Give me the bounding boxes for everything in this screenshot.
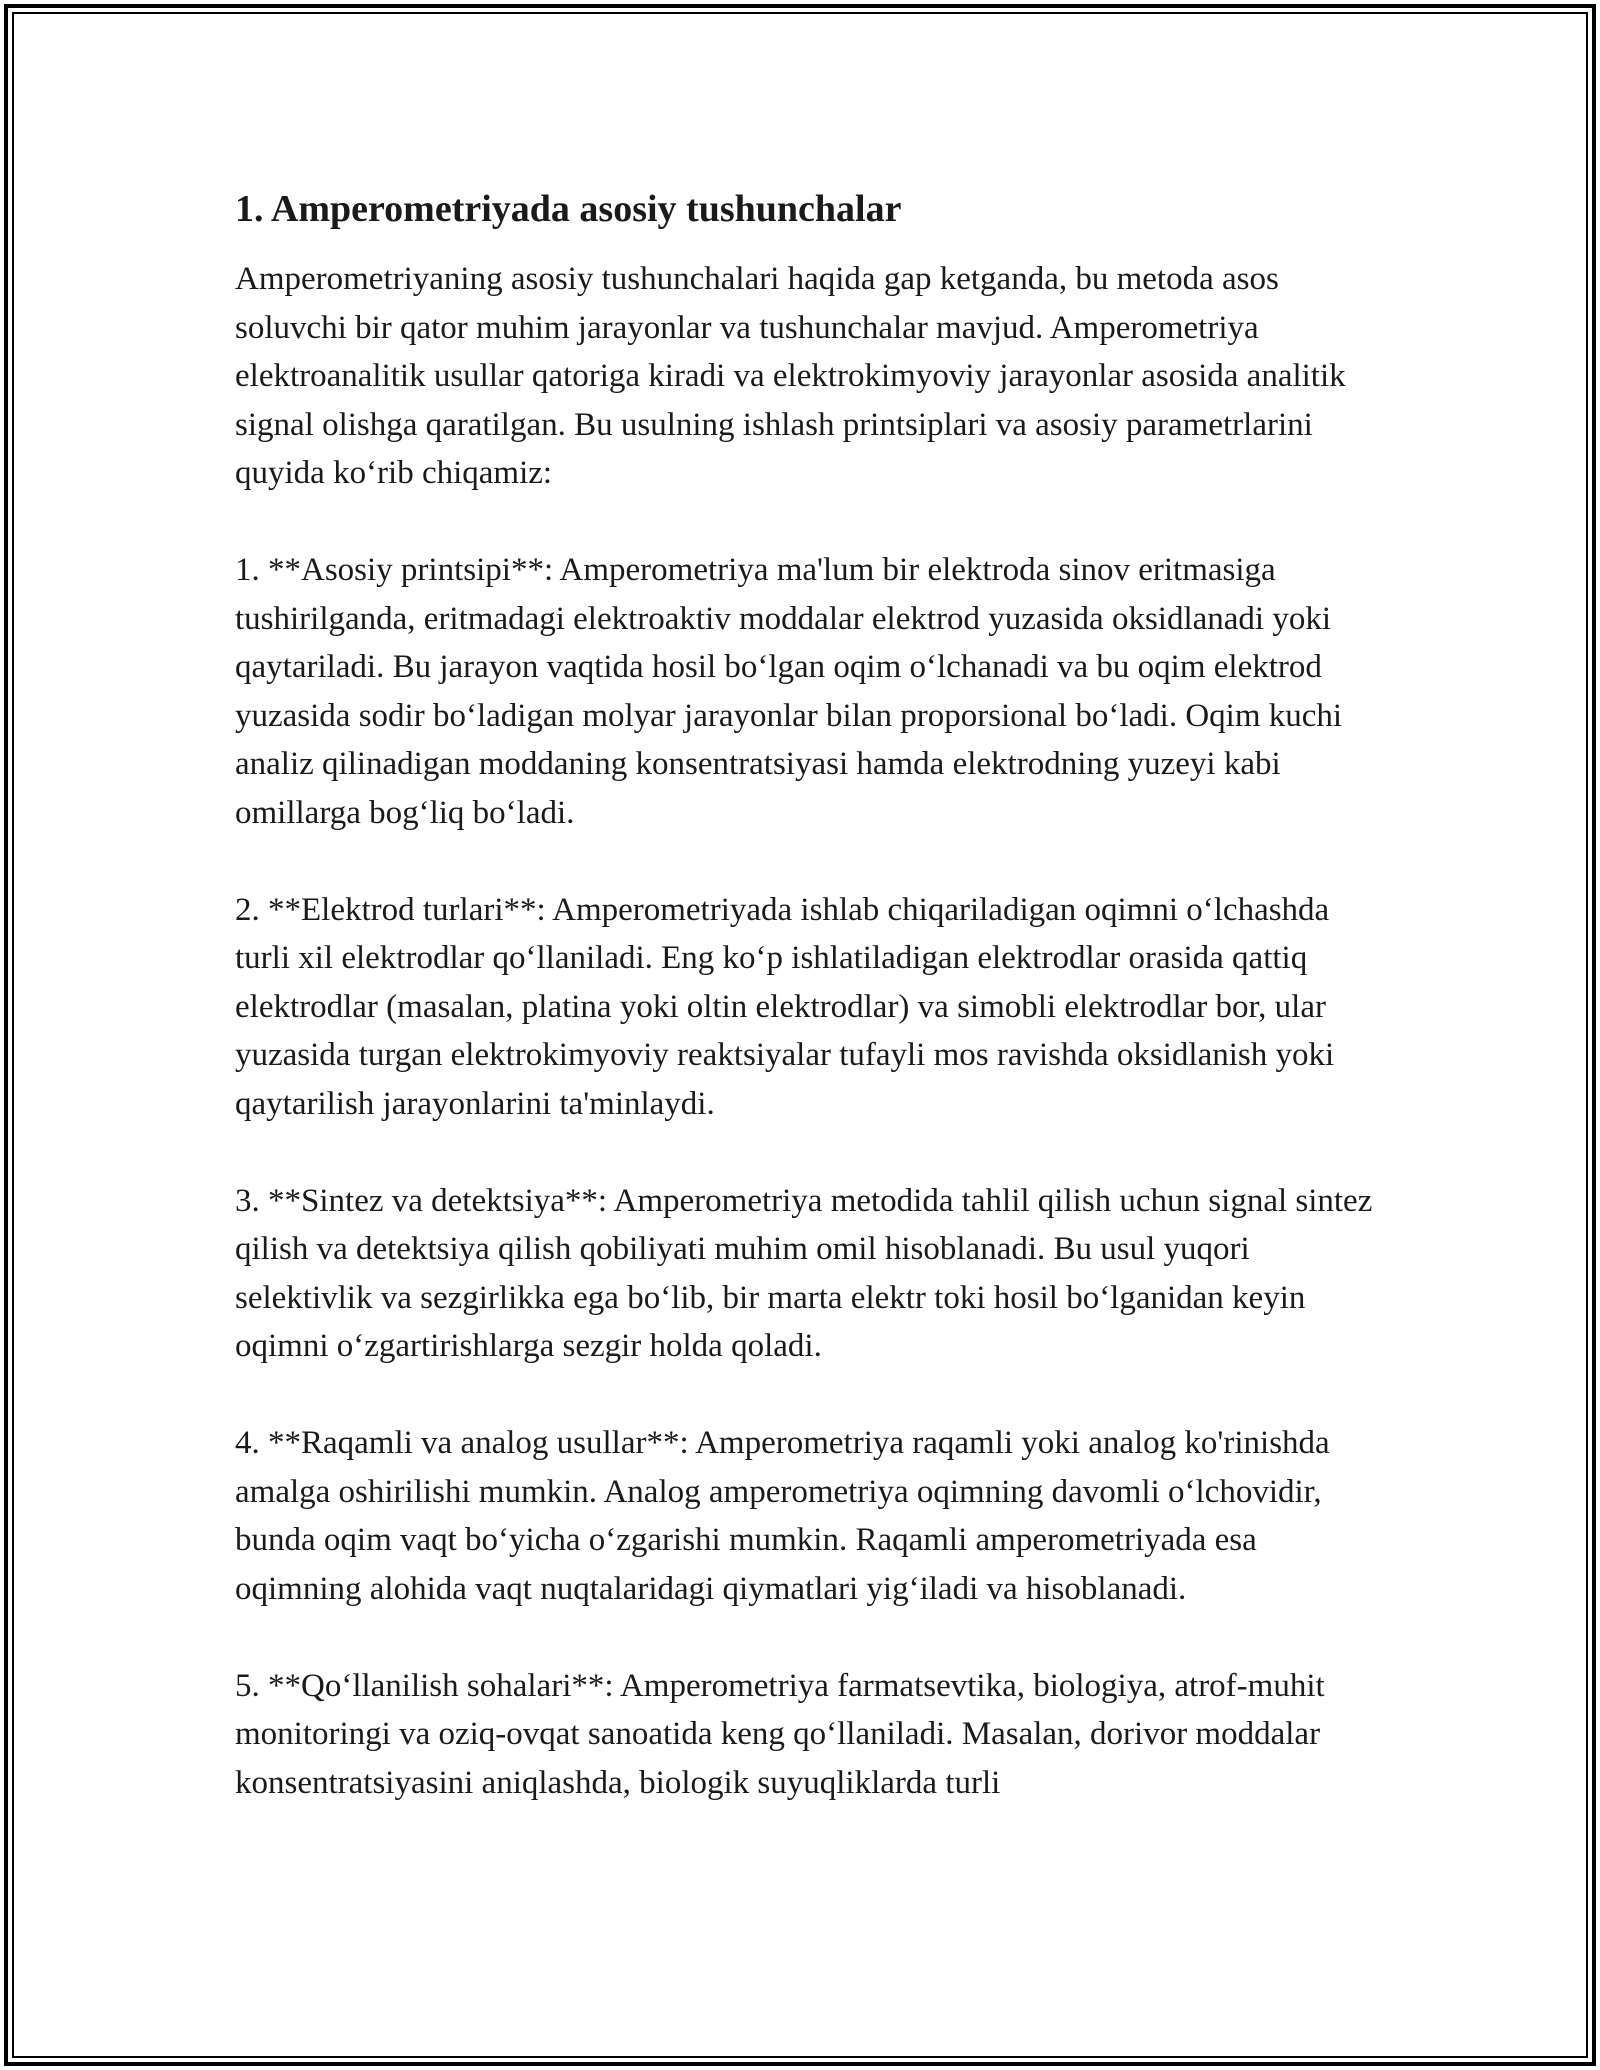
document-body <box>235 185 1375 1856</box>
paragraph-electrode-types: 2. **Elektrod turlari**: Amperometriyada ishlab chiqariladigan oqimni oʻlchashda turli xil elektrodlar qoʻllaniladi. Eng koʻp ishlatiladigan elektrodlar orasida qattiq elektrodlar (masalan, platina yoki oltin elektrodlar) va simobli elektrodlar bor, ular yuzasida turgan elektrokimyoviy reaktsiyalar tufayli mos ravishda oksidlanish yoki qaytarilish jarayonlarini ta'minlaydi. <box>235 891 1335 1122</box>
section-heading: 1. Amperometriyada asosiy tushunchalar <box>235 188 902 230</box>
paragraph-principle: 1. **Asosiy printsipi**: Amperometriya ma'lum bir elektroda sinov eritmasiga tushirilganda, eritmadagi elektroaktiv moddalar elektrod yuzasida oksidlanadi yoki qaytariladi. Bu jarayon vaqtida hosil boʻlgan oqim oʻlchanadi va bu oqim elektrod yuzasida sodir boʻladigan molyar jarayonlar bilan proporsional boʻladi. Oqim kuchi analiz qilinadigan moddaning konsentratsiyasi hamda elektrodning yuzeyi kabi omillarga bogʻliq boʻladi. <box>235 552 1343 831</box>
paragraph-applications: 5. **Qoʻllanilish sohalari**: Amperometriya farmatsevtika, biologiya, atrof-muhit monitoringi va oziq-ovqat sanoatida keng qoʻllaniladi. Masalan, dorivor moddalar konsentratsiyasini aniqlashda, biologik suyuqliklarda turli <box>235 1667 1325 1801</box>
intro-paragraph: Amperometriyaning asosiy tushunchalari haqida gap ketganda, bu metoda asos soluvchi bir qator muhim jarayonlar va tushunchalar mavjud. Amperometriya elektroanalitik usullar qatoriga kiradi va elektrokimyoviy jarayonlar asosida analitik signal olishga qaratilgan. Bu usulning ishlash printsiplari va asosiy parametrlarini quyida koʻrib chiqamiz: <box>235 261 1346 491</box>
paragraph-digital-analog: 4. **Raqamli va analog usullar**: Amperometriya raqamli yoki analog ko'rinishda amalga oshirilishi mumkin. Analog amperometriya oqimning davomli oʻlchovidir, bunda oqim vaqt boʻyicha oʻzgarishi mumkin. Raqamli amperometriyada esa oqimning alohida vaqt nuqtalaridagi qiymatlari yigʻiladi va hisoblanadi. <box>235 1425 1330 1607</box>
paragraph-synthesis-detection: 3. **Sintez va detektsiya**: Amperometriya metodida tahlil qilish uchun signal sintez qilish va detektsiya qilish qobiliyati muhim omil hisoblanadi. Bu usul yuqori selektivlik va sezgirlikka ega boʻlib, bir marta elektr toki hosil boʻlganidan keyin oqimni oʻzgartirishlarga sezgir holda qoladi. <box>235 1182 1373 1364</box>
